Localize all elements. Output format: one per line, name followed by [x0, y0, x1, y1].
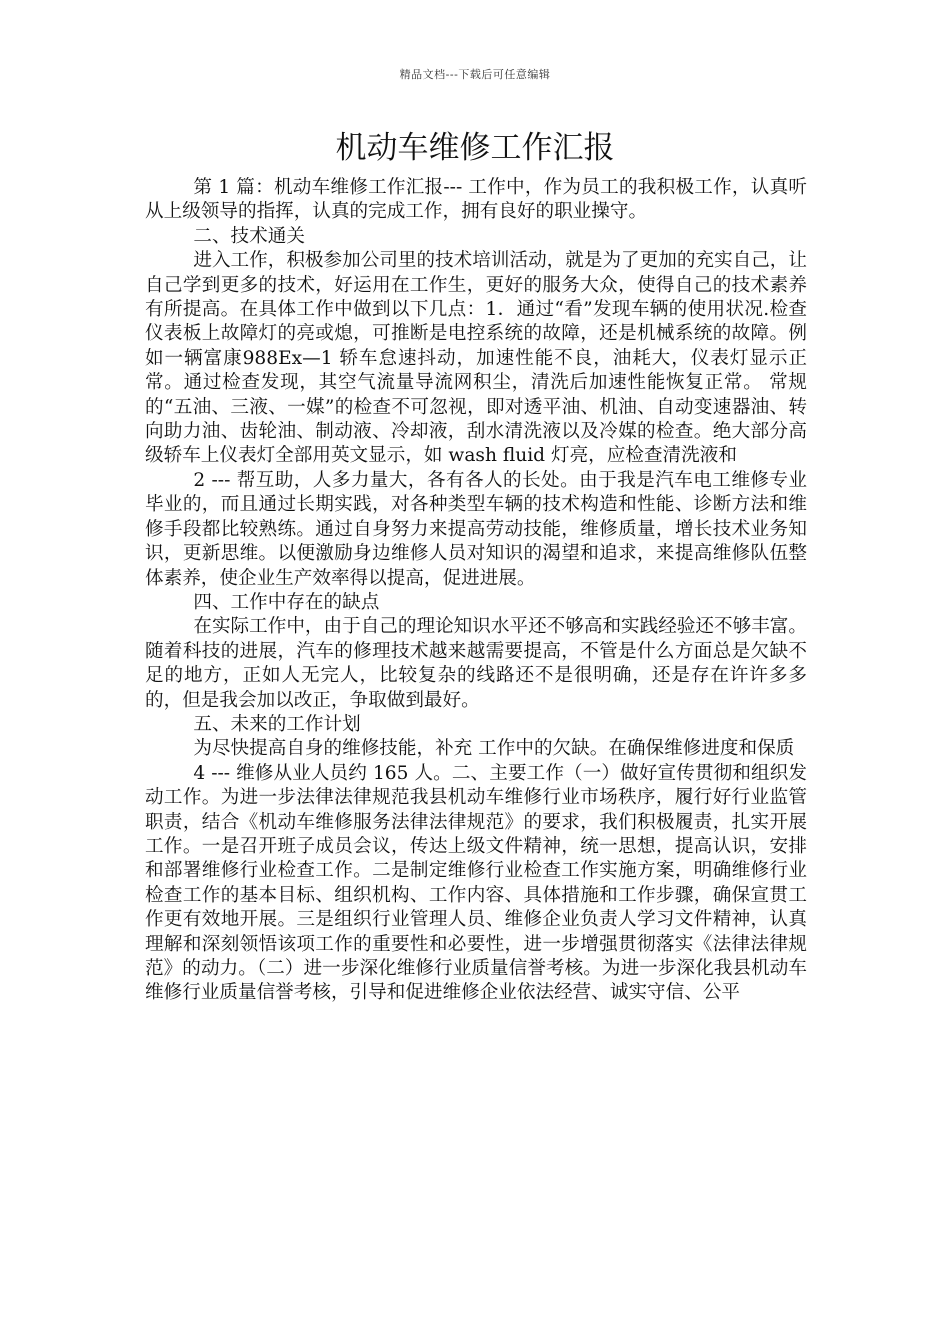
section-heading-future-plan: 五、未来的工作计划 [193, 713, 361, 735]
paragraph-shortcomings: 在实际工作中，由于自己的理论知识水平还不够高和实践经验还不够丰富。随着科技的进展，汽车的修理技术越来越需要提高，不管是什么方面总是欠缺不足的地方，正如人无完人，比较复杂的线路还不是很明确，还是存在许许多多的，但是我会加以改正，争取做到最好。 [145, 616, 807, 711]
page-header-note: 精品文档---下载后可任意编辑 [399, 68, 551, 81]
paragraph-intro: 第 1 篇：机动车维修工作汇报--- 工作中，作为员工的我积极工作，认真听从上级领导的指挥，认真的完成工作，拥有良好的职业操守。 [145, 177, 807, 223]
document-body [145, 176, 807, 1006]
section-heading-technical: 二、技术通关 [193, 225, 305, 247]
paragraph-future-plan: 为尽快提高自身的维修技能，补充 工作中的欠缺。在确保维修进度和保质 [193, 738, 795, 760]
document-title: 机动车维修工作汇报 [335, 130, 615, 166]
paragraph-mutual-help: 2 --- 帮互助，人多力量大，各有各人的长处。由于我是汽车电工维修专业毕业的，而且通过长期实践，对各种类型车辆的技术构造和性能、诊断方法和维修手段都比较熟练。通过自身努力来提高劳动技能，维修质量，增长技术业务知识，更新思维。以便激励身边维修人员对知识的渴望和追求，来提高维修队伍整体素养，使企业生产效率得以提高，促进进展。 [145, 469, 807, 589]
paragraph-main-work: 4 --- 维修从业人员约 165 人。二、主要工作（一）做好宣传贯彻和组织发动工作。为进一步法律法律规范我县机动车维修行业市场秩序，履行好行业监管职责，结合《机动车维修服务法律法律规范》的要求，我们积极履责，扎实开展工作。一是召开班子成员会议，传达上级文件精神，统一思想，提高认识，安排和部署维修行业检查工作。二是制定维修行业检查工作实施方案，明确维修行业检查工作的基本目标、组织机构、工作内容、具体措施和工作步骤，确保宣贯工作更有效地开展。三是组织行业管理人员、维修企业负责人学习文件精神，认真理解和深刻领悟该项工作的重要性和必要性，进一步增强贯彻落实《法律法律规范》的动力。（二）进一步深化维修行业质量信誉考核。为进一步深化我县机动车维修行业质量信誉考核，引导和促进维修企业依法经营、诚实守信、公平 [145, 762, 807, 1004]
section-heading-shortcomings: 四、工作中存在的缺点 [193, 591, 380, 613]
paragraph-technical: 进入工作，积极参加公司里的技术培训活动，就是为了更加的充实自己，让自己学到更多的技术，好运用在工作生，更好的服务大众，使得自己的技术素养有所提高。在具体工作中做到以下几点：1．通过“看”发现车辆的使用状况.检查仪表板上故障灯的亮或熄，可推断是电控系统的故障，还是机械系统的故障。例如一辆富康988Ex—1 轿车怠速抖动，加速性能不良，油耗大，仪表灯显示正常。通过检查发现，其空气流量导流网积尘，清洗后加速性能恢复正常。 常规的“五油、三液、一媒”的检查不可忽视，即对透平油、机油、自动变速器油、转向助力油、齿轮油、制动液、冷却液，刮水清洗液以及冷媒的检查。绝大部分高级轿车上仪表灯全部用英文显示，如 wash fluid 灯亮，应检查清洗液和 [145, 250, 807, 467]
